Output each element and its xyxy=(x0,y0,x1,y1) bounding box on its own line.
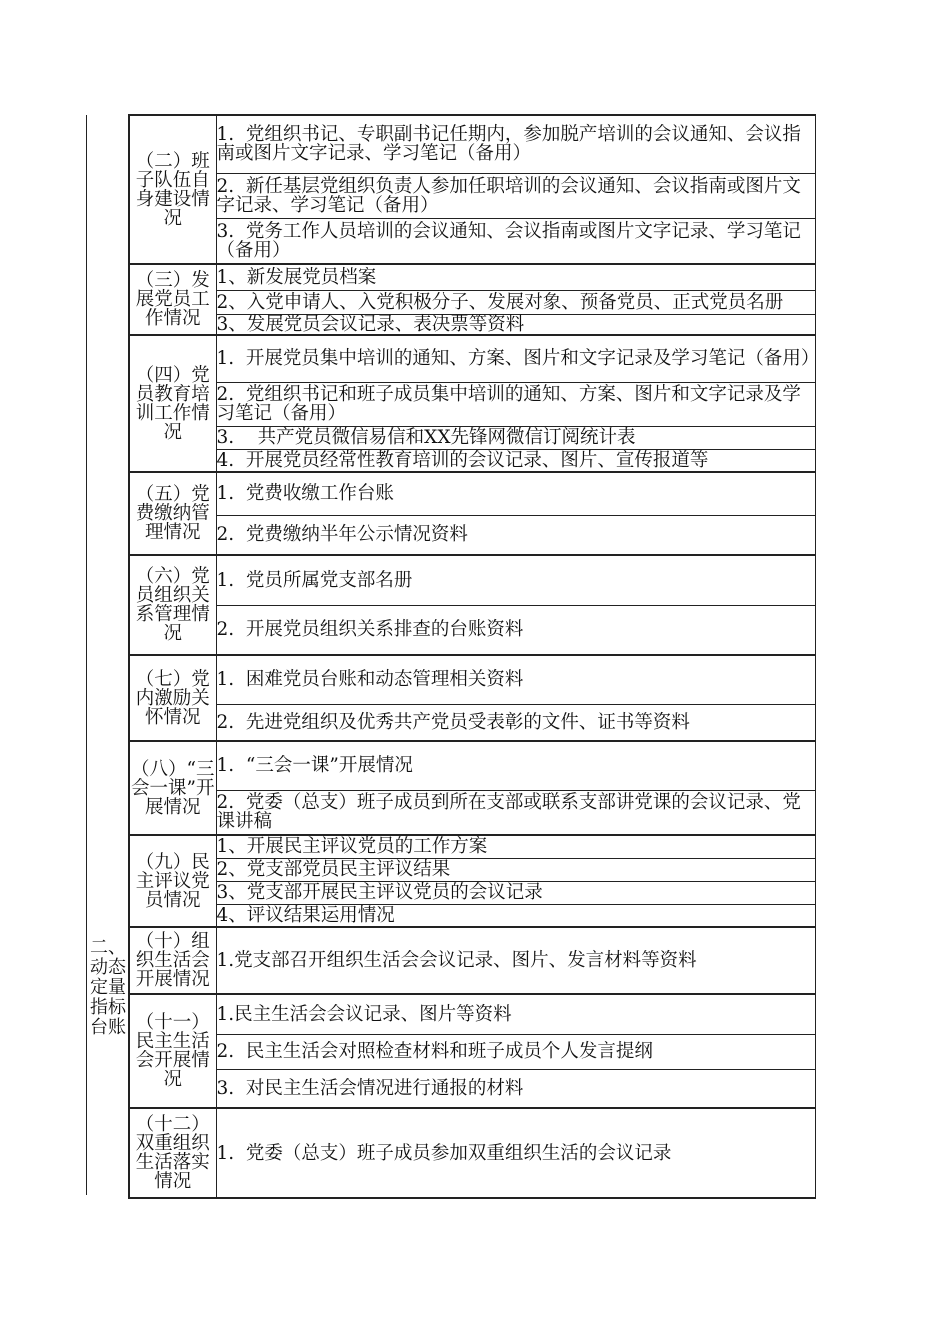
item-row xyxy=(129,655,815,704)
item-row xyxy=(129,115,815,173)
item-row xyxy=(129,881,815,904)
item-cell: 1. “三会一课”开展情况 xyxy=(216,741,815,790)
category-cell: （六）党员组织关系管理情况 xyxy=(129,555,216,655)
item-cell: 3. 共产党员微信易信和XX先锋网微信订阅统计表 xyxy=(216,426,815,449)
item-row xyxy=(129,173,815,218)
ledger-table xyxy=(128,114,820,1199)
item-cell: 1、开展民主评议党员的工作方案 xyxy=(216,835,815,858)
item-row xyxy=(129,904,815,927)
item-cell: 2. 党委（总支）班子成员到所在支部或联系支部讲党课的会议记录、党课讲稿 xyxy=(216,790,815,835)
category-cell: （十二）双重组织生活落实情况 xyxy=(129,1108,216,1198)
item-row xyxy=(129,1108,815,1198)
category-cell: （五）党费缴纳管理情况 xyxy=(129,472,216,555)
category-cell: （三）发展党员工作情况 xyxy=(129,264,216,335)
category-cell: （七）党内激励关怀情况 xyxy=(129,655,216,741)
category-cell: （八）“三会一课”开展情况 xyxy=(129,741,216,835)
item-row xyxy=(129,605,815,655)
item-cell: 2. 开展党员组织关系排查的台账资料 xyxy=(216,605,815,655)
item-cell: 4. 开展党员经常性教育培训的会议记录、图片、宣传报道等 xyxy=(216,449,815,472)
item-row xyxy=(129,858,815,881)
item-cell: 2、入党申请人、入党积极分子、发展对象、预备党员、正式党员名册 xyxy=(216,290,815,314)
item-cell: 3、发展党员会议记录、表决票等资料 xyxy=(216,314,815,335)
item-row xyxy=(129,555,815,605)
item-row xyxy=(129,290,815,314)
item-cell: 2. 新任基层党组织负责人参加任职培训的会议通知、会议指南或图片文字记录、学习笔记（备用） xyxy=(216,173,815,218)
item-row xyxy=(129,1034,815,1069)
category-cell: （四）党员教育培训工作情况 xyxy=(129,335,216,472)
item-row xyxy=(129,927,815,994)
item-cell: 3. 党务工作人员培训的会议通知、会议指南或图片文字记录、学习笔记（备用） xyxy=(216,218,815,264)
category-cell: （九）民主评议党员情况 xyxy=(129,835,216,927)
item-cell: 1、新发展党员档案 xyxy=(216,264,815,290)
item-row xyxy=(129,741,815,790)
item-cell: 2、党支部党员民主评议结果 xyxy=(216,858,815,881)
item-cell: 2. 党费缴纳半年公示情况资料 xyxy=(216,515,815,555)
item-cell: 1. 党组织书记、专职副书记任期内，参加脱产培训的会议通知、会议指南或图片文字记录、学习笔记（备用） xyxy=(216,115,815,173)
item-cell: 4、评议结果运用情况 xyxy=(216,904,815,927)
item-row xyxy=(129,835,815,858)
category-cell: （十）组织生活会开展情况 xyxy=(129,927,216,994)
item-row xyxy=(129,218,815,264)
item-cell: 1. 党费收缴工作台账 xyxy=(216,472,815,515)
item-cell: 1.民主生活会会议记录、图片等资料 xyxy=(216,994,815,1034)
item-row xyxy=(129,1069,815,1108)
item-row xyxy=(129,994,815,1034)
item-cell: 1. 开展党员集中培训的通知、方案、图片和文字记录及学习笔记（备用） xyxy=(216,335,815,382)
item-cell: 1. 党员所属党支部名册 xyxy=(216,555,815,605)
item-cell: 1. 党委（总支）班子成员参加双重组织生活的会议记录 xyxy=(216,1108,815,1198)
item-row xyxy=(129,335,815,382)
item-row xyxy=(129,449,815,472)
category-cell: （二）班子队伍自身建设情况 xyxy=(129,115,216,264)
item-cell: 2. 先进党组织及优秀共产党员受表彰的文件、证书等资料 xyxy=(216,704,815,741)
item-cell: 1. 困难党员台账和动态管理相关资料 xyxy=(216,655,815,704)
item-cell: 3. 对民主生活会情况进行通报的材料 xyxy=(216,1069,815,1108)
item-row xyxy=(129,382,815,426)
item-row xyxy=(129,426,815,449)
item-cell: 3、党支部开展民主评议党员的会议记录 xyxy=(216,881,815,904)
section-label: 二、动态定量指标台账 xyxy=(90,937,126,1038)
item-row xyxy=(129,790,815,835)
item-row xyxy=(129,515,815,555)
item-cell: 1.党支部召开组织生活会会议记录、图片、发言材料等资料 xyxy=(216,927,815,994)
item-row xyxy=(129,264,815,290)
item-cell: 2. 民主生活会对照检查材料和班子成员个人发言提纲 xyxy=(216,1034,815,1069)
item-row xyxy=(129,704,815,741)
category-cell: （十一）民主生活会开展情况 xyxy=(129,994,216,1108)
item-cell: 2. 党组织书记和班子成员集中培训的通知、方案、图片和文字记录及学习笔记（备用） xyxy=(216,382,815,426)
item-row xyxy=(129,314,815,335)
item-row xyxy=(129,472,815,515)
